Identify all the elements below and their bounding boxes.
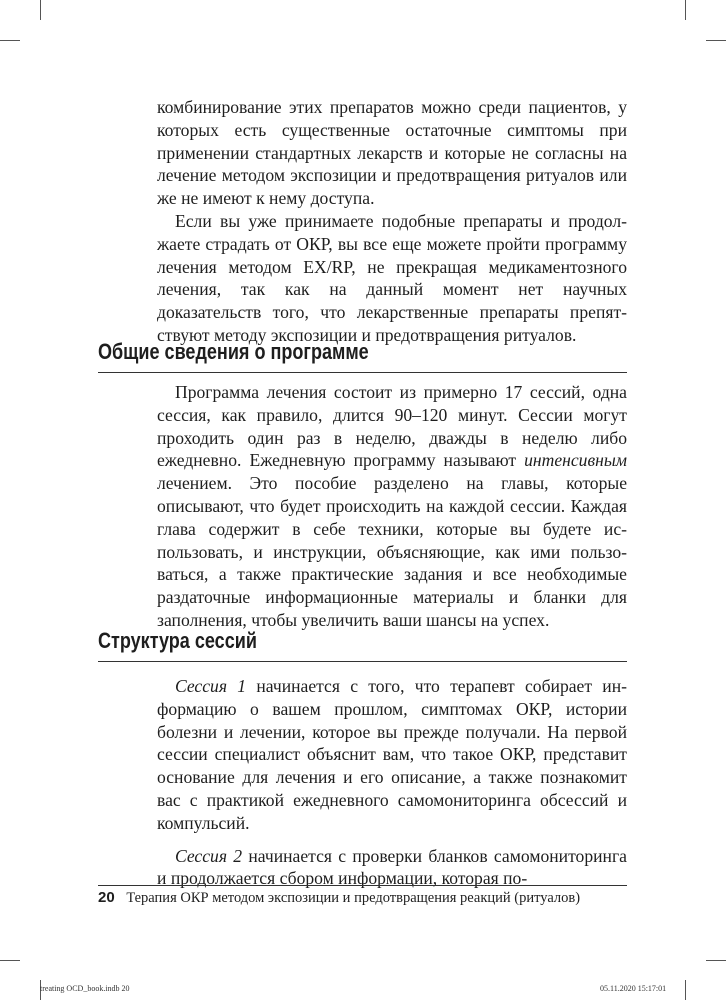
crop-mark — [40, 0, 41, 20]
slug-file: treating OCD_book.indb 20 — [40, 984, 130, 993]
section-title: Общие сведения о программе — [98, 339, 369, 364]
paragraph: Программа лечения состоит из примерно 17 сессий, одна сессия, как правило, длится 90–120 минут. Сессии могут проходить один раз в неделю, дважды в неделю либо ежедневно. Ежедневную программу называют интенсивным лечением. Это пособие разделено на главы, которые описывают, что будет происходить на каждой сессии. Каждая глава содержит в себе техники, которые вы будете использовать, и инструкции, объясняющие, как ими пользоваться, а также практические задания и все необходимые раздаточные информационные материалы и бланки для заполнения, чтобы увеличить ваши шансы на успех. — [157, 382, 627, 630]
crop-mark — [685, 980, 686, 1000]
crop-mark — [0, 40, 20, 41]
emphasis: Сессия 1 — [175, 676, 247, 696]
page-footer — [98, 885, 627, 908]
text-block-intro — [157, 96, 627, 347]
text-block-overview — [157, 381, 627, 632]
crop-mark — [0, 960, 20, 961]
slug-datetime: 05.11.2020 15:17:01 — [600, 984, 667, 993]
emphasis: интенсивным — [524, 450, 627, 471]
paragraph: Сессия 1 начинается с того, что терапевт собирает информацию о вашем прошлом, симптомах ОКР, истории болезни и лечении, которое вы прежде получали. На первой сессии специалист объяснит вам, что такое ОКР, представит основание для лечения и его описание, а также познакомит вас с практикой ежедневного самомониторинга обсессий и компульсий. — [157, 676, 627, 833]
crop-mark — [685, 0, 686, 20]
section-title: Структура сессий — [98, 628, 257, 653]
page-number: 20 — [98, 889, 115, 906]
text-block-sessions — [157, 675, 627, 890]
crop-mark — [706, 40, 726, 41]
paragraph: комбинирование этих препаратов можно среди пациентов, у которых есть существенные остаточные симптомы при применении стандартных лекарств и которые не согласны на лечение методом экспозиции и предотвращения ритуалов или же не имеют к нему доступа. — [157, 97, 627, 209]
running-title: Терапия ОКР методом экспозиции и предотвращения реакций (ритуалов) — [126, 890, 581, 906]
section-heading-overview — [98, 338, 627, 373]
paragraph: Сессия 2 начинается с проверки бланков самомониторинга и продолжается сбором информации, которая по- — [157, 845, 627, 889]
crop-mark — [706, 960, 726, 961]
emphasis: Сессия 2 — [175, 845, 243, 866]
section-heading-structure — [98, 627, 627, 662]
paragraph: Если вы уже принимаете подобные препараты и продолжаете страдать от ОКР, вы все еще можете пройти программу лечения методом EX/RP, не прекращая медикаментозного лечения, так как на данный момент нет научных доказательств того, что лекарственные препараты препятствуют методу экспозиции и предотвращения ритуалов. — [157, 210, 627, 345]
